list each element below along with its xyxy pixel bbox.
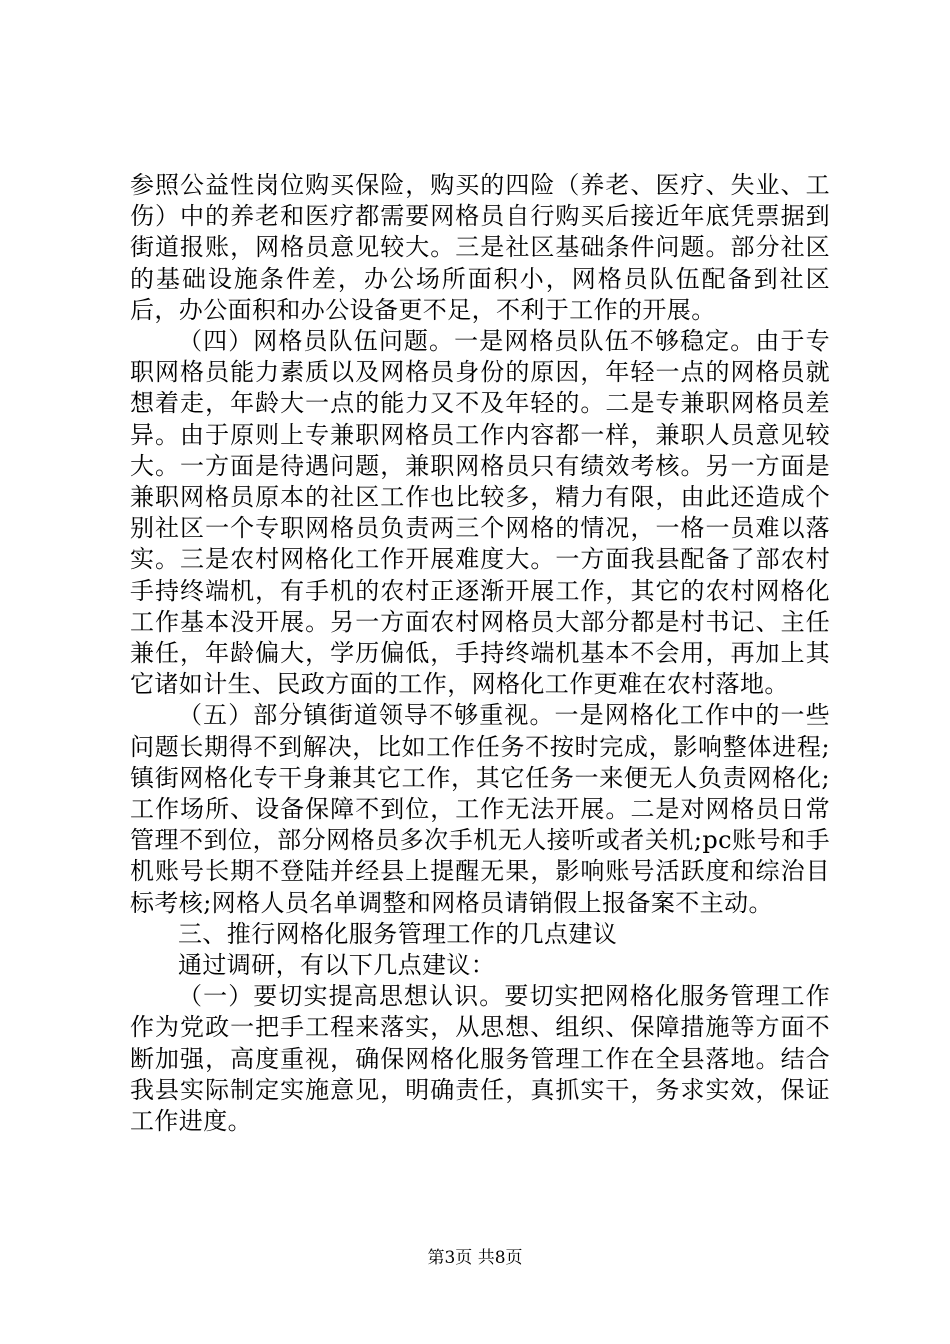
paragraph-grid-staff-issues: （四）网格员队伍问题。一是网格员队伍不够稳定。由于专职网格员能力素质以及网格员身份的原因，年轻一点的网格员就想着走，年龄大一点的能力又不及年轻的。二是专兼职网格员差异。由于原则上专兼职网格员工作内容都一样，兼职人员意见较大。一方面是待遇问题，兼职网格员只有绩效考核。另一方面是兼职网格员原本的社区工作也比较多，精力有限，由此还造成个别社区一个专职网格员负责两三个网格的情况，一格一员难以落实。三是农村网格化工作开展难度大。一方面我县配备了部农村手持终端机，有手机的农村正逐渐开展工作，其它的农村网格化工作基本没开展。另一方面农村网格员大部分都是村书记、主任兼任，年龄偏大，学历偏低，手持终端机基本不会用，再加上其它诸如计生、民政方面的工作，网格化工作更难在农村落地。 [130, 327, 830, 699]
page-number-footer: 第3页 共8页 [427, 1248, 523, 1268]
paragraph-suggestions-intro: 通过调研，有以下几点建议： [178, 951, 496, 980]
paragraph-insurance-continued: 参照公益性岗位购买保险，购买的四险（养老、医疗、失业、工伤）中的养老和医疗都需要网格员自行购买后接近年底凭票据到街道报账，网格员意见较大。三是社区基础条件问题。部分社区的基础设施条件差，办公场所面积小，网格员队伍配备到社区后，办公面积和办公设备更不足，不利于工作的开展。 [130, 171, 830, 324]
document-body [130, 170, 830, 1137]
paragraph-leadership-issues: （五）部分镇街道领导不够重视。一是网格化工作中的一些问题长期得不到解决，比如工作任务不按时完成，影响整体进程;镇街网格化专干身兼其它工作，其它任务一来便无人负责网格化;工作场所、设备保障不到位，工作无法开展。二是对网格员日常管理不到位，部分网格员多次手机无人接听或者关机;pc账号和手机账号长期不登陆并经县上提醒无果，影响账号活跃度和综治目标考核;网格人员名单调整和网格员请销假上报备案不主动。 [130, 701, 830, 917]
paragraph-suggestion-one: （一）要切实提高思想认识。要切实把网格化服务管理工作作为党政一把手工程来落实，从思想、组织、保障措施等方面不断加强，高度重视，确保网格化服务管理工作在全县落地。结合我县实际制定实施意见，明确责任，真抓实干，务求实效，保证工作进度。 [130, 982, 830, 1136]
section-heading-suggestions: 三、推行网格化服务管理工作的几点建议 [178, 919, 618, 948]
